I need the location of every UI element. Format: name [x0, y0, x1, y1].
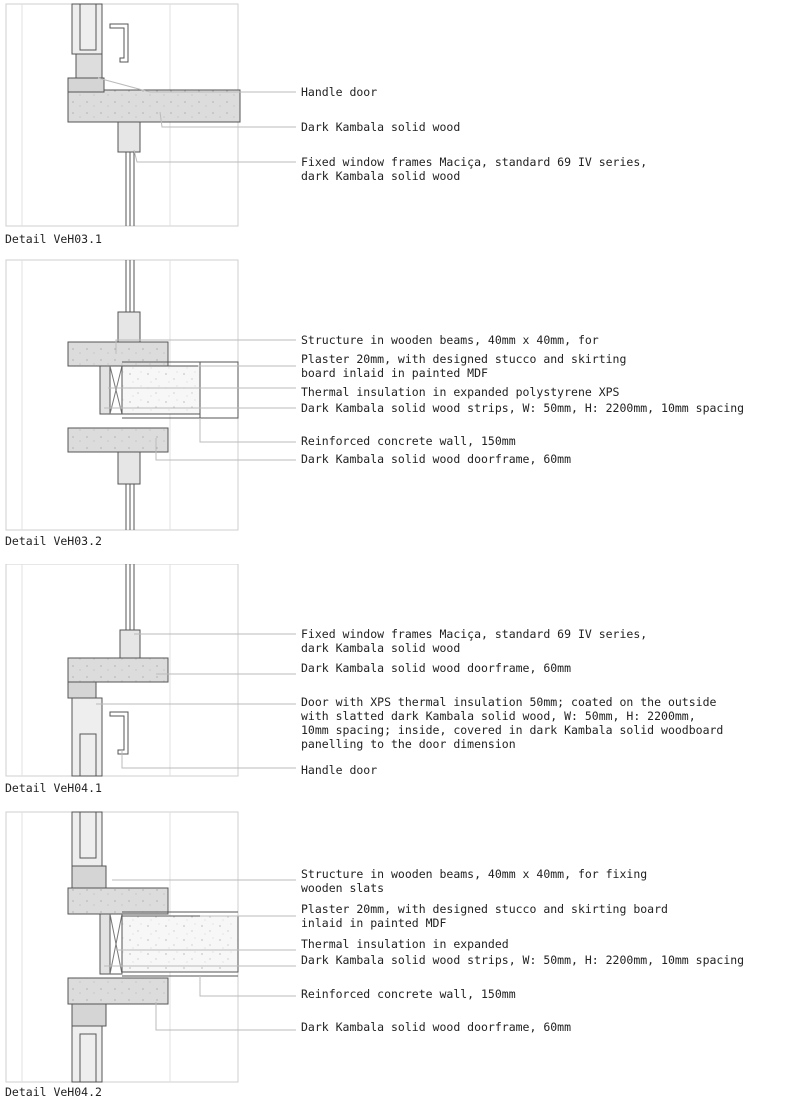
concrete-slab [68, 658, 168, 682]
door-frame-profile [68, 682, 96, 698]
concrete-slab [68, 428, 168, 452]
label-structure-beams: Structure in wooden beams, 40mm x 40mm, for [301, 333, 599, 347]
leader-line [122, 750, 296, 768]
label-thermal-insulation: Thermal insulation in expanded polystyrene XPS [301, 385, 620, 399]
detail-caption: Detail VeH03.2 [5, 534, 102, 548]
detail-caption: Detail VeH03.1 [5, 232, 102, 246]
door-frame-profile [72, 866, 106, 888]
label-fixed-window-frames: Fixed window frames Maciça, standard 69 IV series, dark Kambala solid wood [301, 627, 648, 655]
plaster-layer [200, 362, 238, 418]
concrete-slab [68, 90, 240, 122]
label-concrete-wall: Reinforced concrete wall, 150mm [301, 434, 516, 448]
label-wood-strips: Dark Kambala solid wood strips, W: 50mm, H: 2200mm, 10mm spacing [301, 401, 745, 415]
door-leaf [72, 4, 102, 54]
detail-panel-veh04-1 [0, 564, 797, 804]
door-leaf [72, 698, 102, 776]
label-handle-door: Handle door [301, 763, 378, 777]
wood-strips [100, 914, 110, 974]
label-fixed-window-frames: Fixed window frames Maciça, standard 69 IV series, dark Kambala solid wood [301, 155, 648, 183]
leader-line [200, 976, 296, 996]
label-dark-kambala-wood: Dark Kambala solid wood [301, 120, 461, 134]
window-frame [118, 122, 140, 152]
leader-line [156, 1002, 296, 1030]
leader-line [156, 438, 296, 460]
label-wood-strips: Dark Kambala solid wood strips, W: 50mm, H: 2200mm, 10mm spacing [301, 953, 745, 967]
window-frame [118, 312, 140, 342]
door-handle [110, 712, 128, 754]
door-frame-profile [76, 54, 102, 78]
door-frame [118, 452, 140, 484]
xps-insulation [122, 366, 200, 414]
label-handle-door: Handle door [301, 85, 378, 99]
wood-strips [100, 366, 110, 414]
door-frame-profile [72, 1004, 106, 1026]
detail-caption: Detail VeH04.2 [5, 1085, 102, 1099]
detail-panel-veh03-2 [0, 258, 797, 552]
concrete-slab [68, 978, 168, 1004]
leader-line [134, 150, 296, 162]
label-doorframe: Dark Kambala solid wood doorframe, 60mm [301, 452, 572, 466]
label-structure-beams: Structure in wooden beams, 40mm x 40mm, for fixing wooden slats [301, 867, 648, 895]
door-handle [110, 24, 128, 62]
label-concrete-wall: Reinforced concrete wall, 150mm [301, 987, 516, 1001]
label-plaster: Plaster 20mm, with designed stucco and skirting board inlaid in painted MDF [301, 902, 668, 930]
detail-panel-veh03-1 [0, 0, 797, 250]
label-doorframe: Dark Kambala solid wood doorframe, 60mm [301, 661, 572, 675]
detail-caption: Detail VeH04.1 [5, 781, 102, 795]
label-thermal-insulation: Thermal insulation in expanded [301, 937, 509, 951]
xps-insulation [122, 916, 238, 972]
label-doorframe: Dark Kambala solid wood doorframe, 60mm [301, 1020, 572, 1034]
concrete-slab [68, 888, 168, 914]
leader-line [200, 418, 296, 442]
label-door-xps: Door with XPS thermal insulation 50mm; coated on the outside with slatted dark Kambala solid wood, W: 50mm, H: 2200mm, 10mm spacing; inside, covered in dark Kambala solid woodboard panelling to the door dimension [301, 695, 724, 751]
label-plaster: Plaster 20mm, with designed stucco and skirting board inlaid in painted MDF [301, 352, 627, 380]
detail-panel-veh04-2 [0, 810, 797, 1100]
section-drawing [0, 564, 797, 804]
